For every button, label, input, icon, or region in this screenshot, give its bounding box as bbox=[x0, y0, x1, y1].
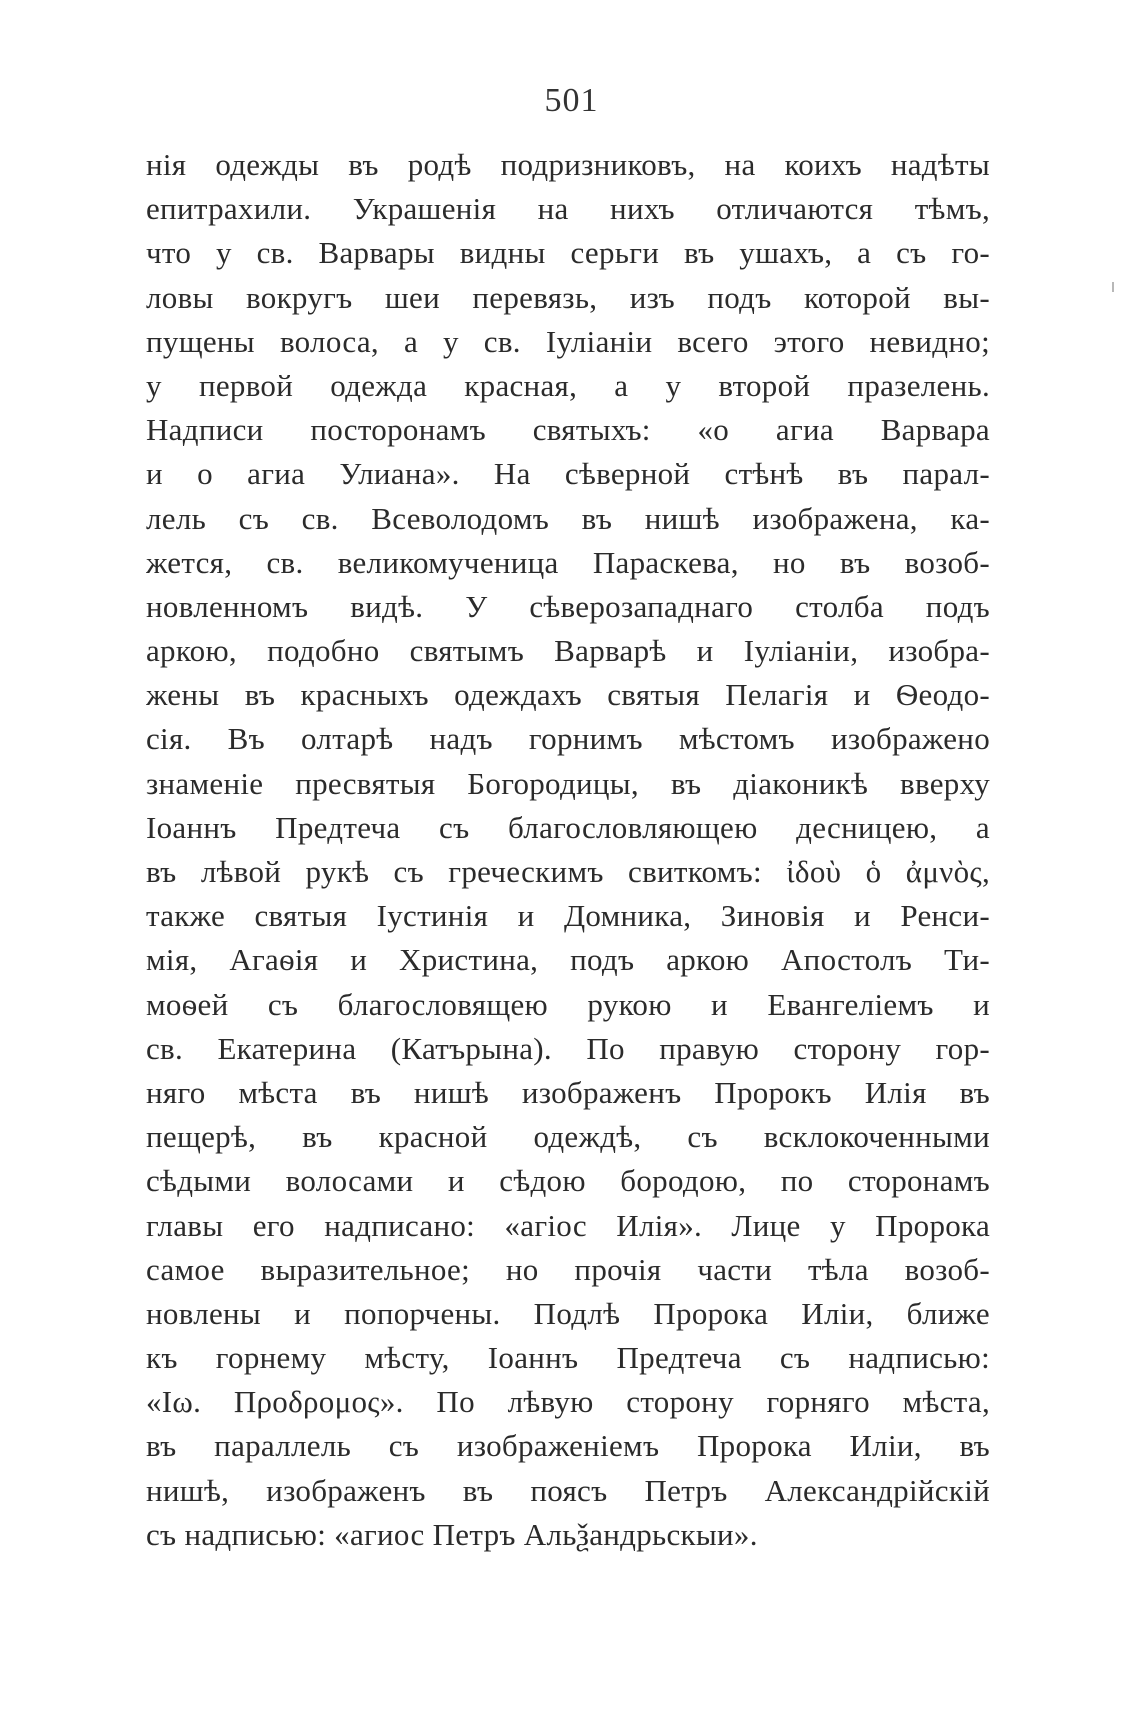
text-line: съ надписью: «агиос Петръ Альѯандрьскыи». bbox=[146, 1516, 758, 1552]
text-line: также святыя Іустинія и Домника, Зиновія и Ренси- bbox=[146, 898, 990, 934]
text-line: новлены и попорчены. Подлѣ Пророка Иліи, ближе bbox=[146, 1295, 990, 1331]
text-line: пещерѣ, въ красной одеждѣ, съ всклокоченными bbox=[146, 1119, 990, 1155]
text-line: епитрахили. Украшенія на нихъ отличаются тѣмъ, bbox=[146, 191, 990, 227]
text-line: у первой одежда красная, а у второй празелень. bbox=[146, 367, 990, 403]
text-line: няго мѣста въ нишѣ изображенъ Пророкъ Илія въ bbox=[146, 1074, 990, 1110]
text-line: къ горнему мѣсту, Іоаннъ Предтеча съ надписью: bbox=[146, 1340, 990, 1376]
text-line: ловы вокругъ шеи перевязь, изъ подъ которой вы- bbox=[146, 279, 990, 315]
body-text bbox=[146, 143, 990, 1557]
text-line: самое выразительное; но прочія части тѣла возоб- bbox=[146, 1251, 990, 1287]
text-line: пущены волоса, а у св. Іуліаніи всего этого невидно; bbox=[146, 323, 990, 359]
text-line: знаменіе пресвятыя Богородицы, въ діаконикѣ вверху bbox=[146, 765, 990, 801]
text-line: въ лѣвой рукѣ съ греческимъ свиткомъ: ἰδοὺ ὁ ἀμνὸς, bbox=[146, 854, 990, 889]
text-line: и о агиа Улиана». На сѣверной стѣнѣ въ парал- bbox=[146, 456, 990, 492]
text-line: «Іω. Προδρομος». По лѣвую сторону горняго мѣста, bbox=[146, 1384, 990, 1420]
text-line: что у св. Варвары видны серьги въ ушахъ, а съ го- bbox=[146, 235, 990, 271]
text-line: Іоаннъ Предтеча съ благословляющею десницею, а bbox=[146, 809, 990, 845]
text-line: св. Екатерина (Катърына). По правую сторону гор- bbox=[146, 1030, 990, 1066]
text-line: главы его надписано: «агіос Илія». Лице у Пророка bbox=[146, 1207, 990, 1243]
text-line: моѳей съ благословящею рукою и Евангеліемъ и bbox=[146, 986, 990, 1022]
text-line: сѣдыми волосами и сѣдою бородою, по сторонамъ bbox=[146, 1163, 990, 1199]
text-line: нія одежды въ родѣ подризниковъ, на коихъ надѣты bbox=[146, 147, 990, 182]
text-line: нишѣ, изображенъ въ поясъ Петръ Александрійскій bbox=[146, 1472, 990, 1508]
text-line: жется, св. великомученица Параскева, но въ возоб- bbox=[146, 544, 990, 580]
text-line: аркою, подобно святымъ Варварѣ и Іуліаніи, изобра- bbox=[146, 633, 990, 669]
scan-mark bbox=[1112, 282, 1114, 292]
text-line: Надписи посторонамъ святыхъ: «о агиа Варвара bbox=[146, 412, 990, 448]
text-line: жены въ красныхъ одеждахъ святыя Пелагія и Ѳеодо- bbox=[146, 677, 990, 713]
text-line: новленномъ видѣ. У сѣверозападнаго столба подъ bbox=[146, 588, 990, 624]
text-line: лель съ св. Всеволодомъ въ нишѣ изображена, ка- bbox=[146, 500, 990, 536]
text-line: сія. Въ олтарѣ надъ горнимъ мѣстомъ изображено bbox=[146, 721, 990, 757]
text-line: въ параллель съ изображеніемъ Пророка Иліи, въ bbox=[146, 1428, 990, 1464]
page-number: 501 bbox=[544, 82, 599, 119]
text-line: мія, Агаѳія и Христина, подъ аркою Апостолъ Ти- bbox=[146, 942, 990, 978]
